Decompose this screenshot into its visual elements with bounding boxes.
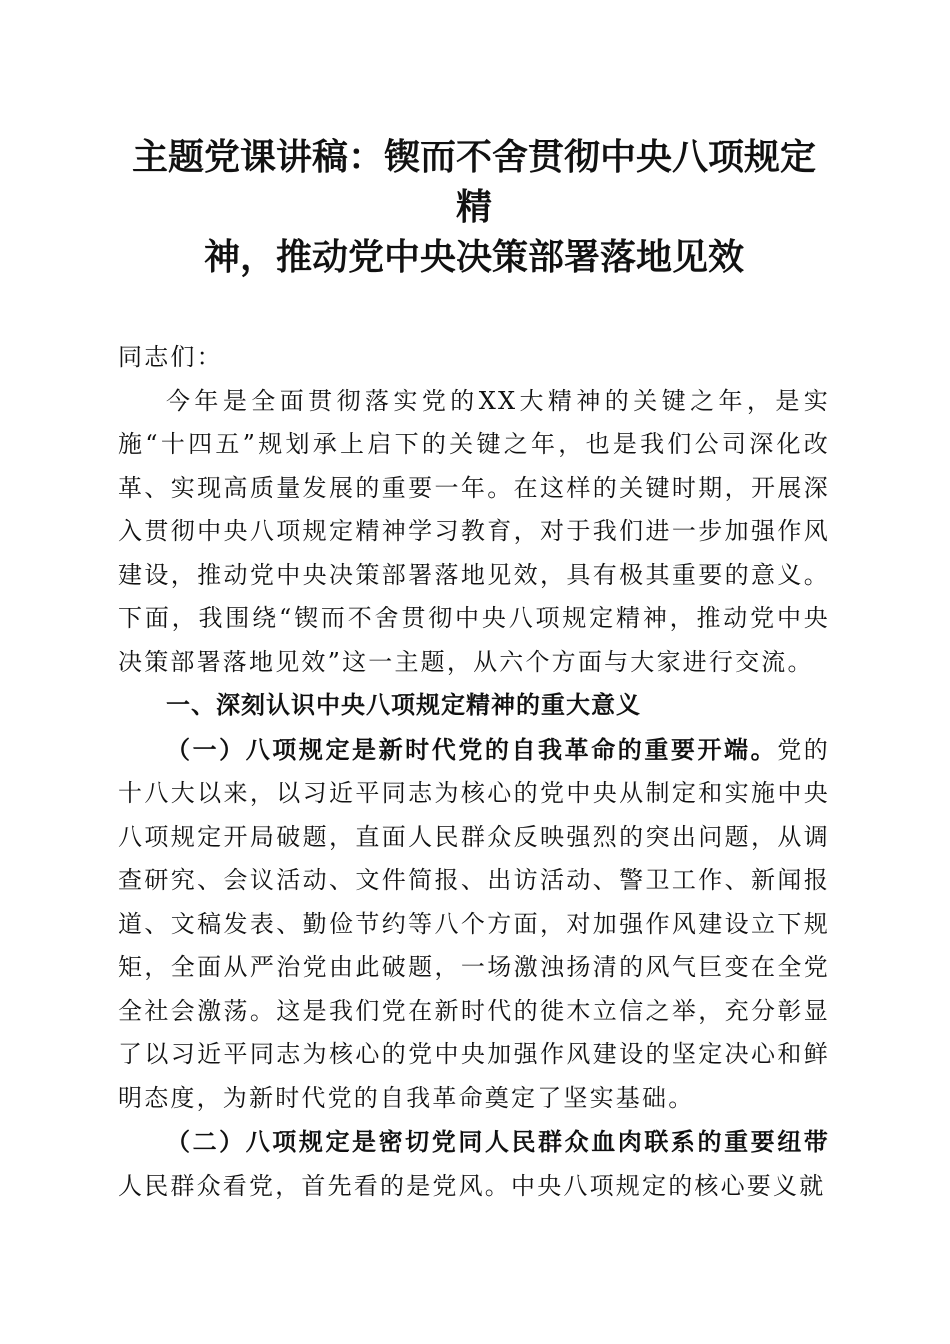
greeting: 同志们： bbox=[118, 343, 223, 371]
section-1-sub-1-heading: （一）八项规定是新时代党的自我革命的重要开端。 bbox=[166, 734, 778, 764]
section-1-sub-2-text: 人民群众看党，首先看的是党风。中央八项规定的核心要义就 bbox=[118, 1171, 826, 1200]
document-title bbox=[118, 132, 830, 282]
title-line-1: 主题党课讲稿：锲而不舍贯彻中央八项规定精 bbox=[131, 136, 816, 228]
section-1-sub-1-paragraph bbox=[118, 728, 830, 1121]
intro-paragraph: 今年是全面贯彻落实党的XX大精神的关键之年，是实施“十四五”规划承上启下的关键之年，也是我们公司深化改革、实现高质量发展的重要一年。在这样的关键时期，开展深入贯彻中央八项规定精神学习教育，对于我们进一步加强作风建设，推动党中央决策部署落地见效，具有极其重要的意义。下面，我围绕“锲而不舍贯彻中央八项规定精神，推动党中央决策部署落地见效”这一主题，从六个方面与大家进行交流。 bbox=[118, 386, 830, 676]
document-page bbox=[118, 132, 830, 1208]
section-1-heading: 一、深刻认识中央八项规定精神的重大意义 bbox=[166, 691, 641, 719]
title-line-2: 神，推动党中央决策部署落地见效 bbox=[203, 236, 744, 278]
section-1-sub-1-text: 党的十八大以来，以习近平同志为核心的党中央从制定和实施中央八项规定开局破题，直面人民群众反映强烈的突出问题，从调查研究、会议活动、文件简报、出访活动、警卫工作、新闻报道、文稿发表、勤俭节约等八个方面，对加强作风建设立下规矩，全面从严治党由此破题，一场激浊扬清的风气巨变在全党全社会激荡。这是我们党在新时代的徙木立信之举，充分彰显了以习近平同志为核心的党中央加强作风建设的坚定决心和鲜明态度，为新时代党的自我革命奠定了坚实基础。 bbox=[118, 735, 830, 1112]
section-1-sub-2-heading: （二）八项规定是密切党同人民群众血肉联系的重要纽带 bbox=[166, 1127, 830, 1156]
section-1-sub-2-paragraph bbox=[118, 1120, 830, 1208]
